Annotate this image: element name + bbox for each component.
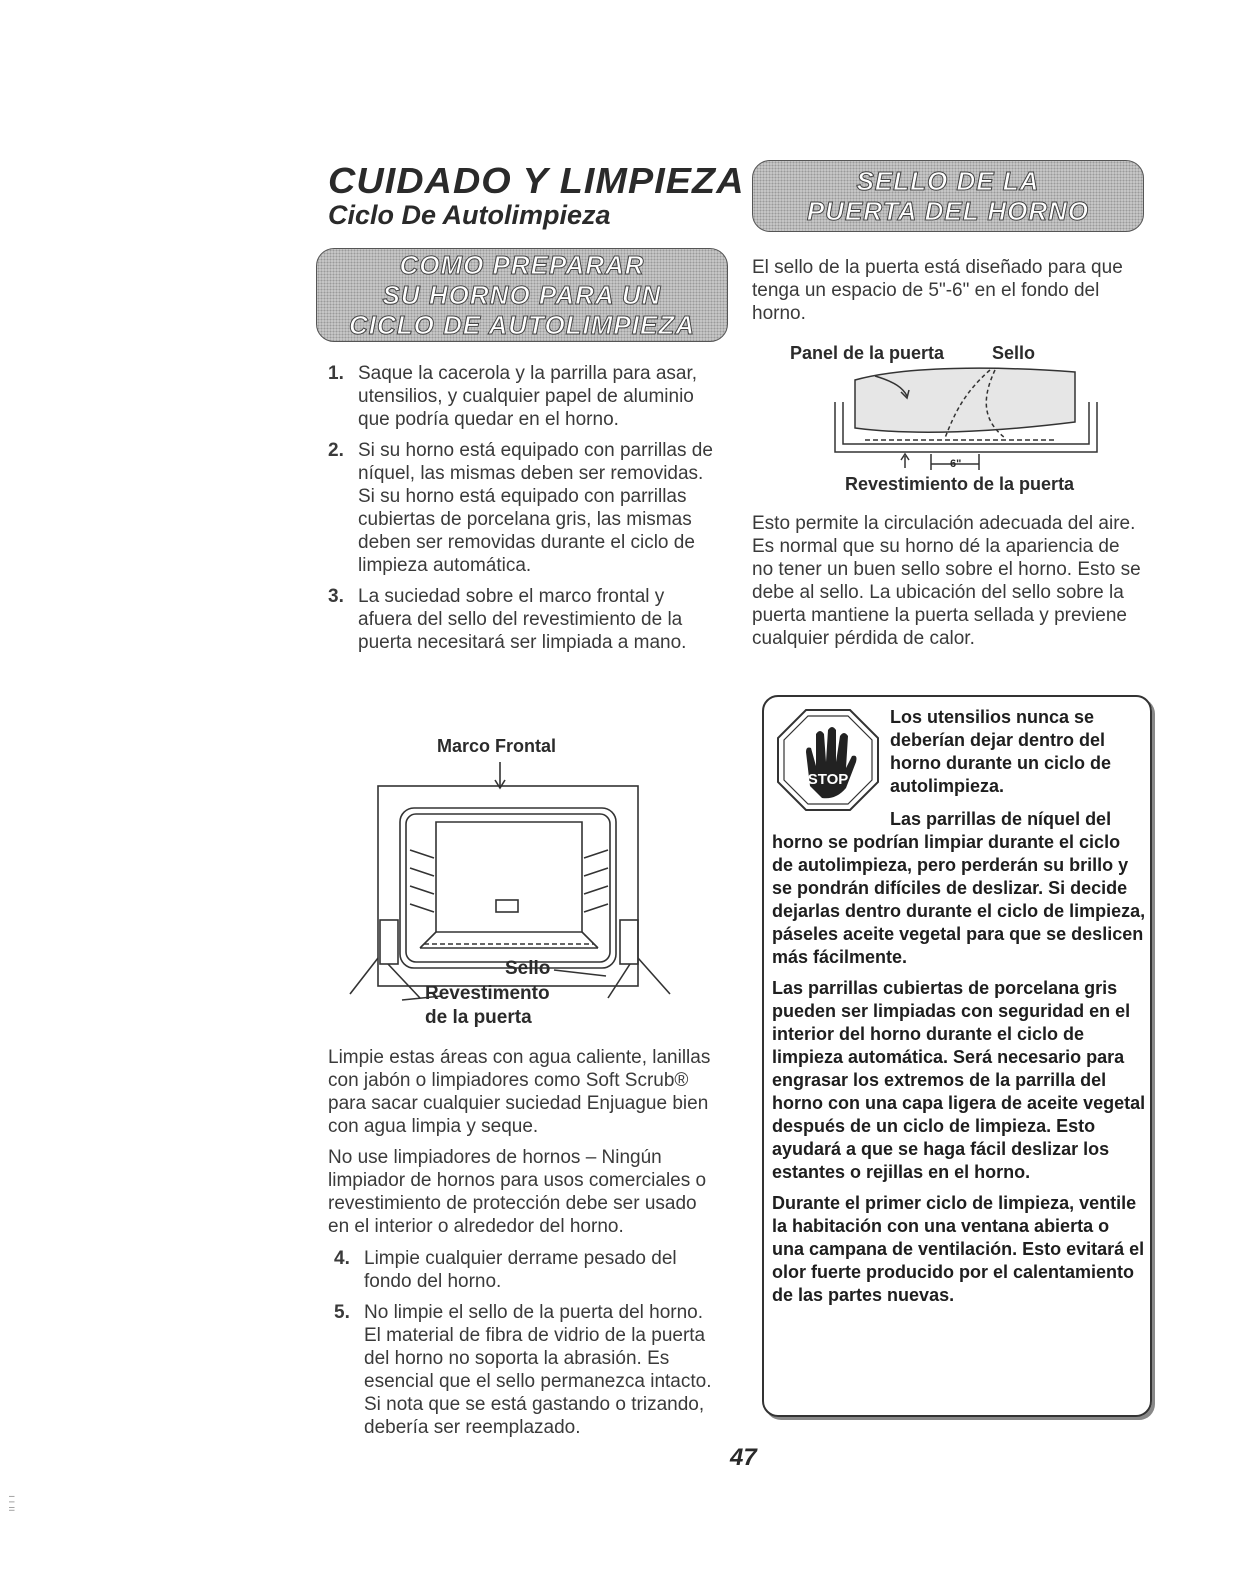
list-item [334,1301,720,1439]
door-liner-label: Revestimiento de la puerta [845,474,1075,494]
step-number: 5. [334,1302,350,1323]
page-number: 47 [730,1444,757,1471]
step-text: Limpie cualquier derrame pesado del fondo del horno. [364,1248,677,1292]
banner-line: CICLO DE AUTOLIMPIEZA [349,310,695,340]
paragraph: Limpie estas áreas con agua caliente, lanillas con jabón o limpiadores como Soft Scrub® para sacar cualquier suciedad Enjuague bien con agua limpia y seque. [328,1047,711,1137]
seal-explanation: Esto permite la circulación adecuada del aire. Es normal que su horno dé la apariencia de no tener un buen sello sobre el horno. Esto se debe al sello. La ubicación del sello sobre la puerta mantiene la puerta sellada y previene cualquier pérdida de calor. [752,513,1141,649]
step-text: No limpie el sello de la puerta del horno. El material de fibra de vidrio de la puerta del horno no soporta la abrasión. Es esencial que el sello permanezca intacto. Si nota que se está gastando o trizando, debería ser reemplazado. [364,1302,712,1438]
warning-body [772,808,1146,1315]
list-item [328,439,718,577]
step-text: La suciedad sobre el marco frontal y afuera del sello del revestimiento de la puerta necesitará ser limpiada a mano. [358,586,687,653]
banner-line: SELLO DE LA [856,166,1040,196]
warning-paragraph: Las parrillas cubiertas de porcelana gris pueden ser limpiadas con seguridad en el interior del horno durante el ciclo de limpieza automática. Será necesario para engrasar los extremos de la parrilla del horno con una capa ligera de aceite vegetal después de un ciclo de limpieza. Esto ayudará a que se haga fácil deslizar los estantes o rejillas en el horno. [772,978,1146,1182]
paragraph: No use limpiadores de hornos – Ningún limpiador de hornos para usos comerciales o revestimiento de protección debe ser usado en el interior o alrededor del horno. [328,1147,707,1237]
margin-mark: ı ı ıı [6,1495,17,1512]
step-number: 2. [328,440,344,461]
seal-label: Sello [505,958,551,979]
banner-line: COMO PREPARAR [399,250,645,280]
step-number: 4. [334,1248,350,1269]
liner-label-line2: de la puerta [425,1007,532,1028]
list-item [328,585,718,654]
step-text: Saque la cacerola y la parrilla para asar, utensilios, y cualquier papel de aluminio que podría quedar en el horno. [358,363,698,430]
warning-lead: Los utensilios nunca se deberían dejar dentro del horno durante un ciclo de autolimpieza. [890,707,1112,796]
liner-label: Revestimento [425,983,550,1004]
stop-sign-icon [776,708,880,812]
banner-line: PUERTA DEL HORNO [806,196,1090,226]
prepare-oven-banner [316,248,728,342]
seal-label-right: Sello [992,343,1036,363]
seal-intro: El sello de la puerta está diseñado para que tenga un espacio de 5"-6" en el fondo del horno. [752,257,1123,324]
door-seal-illustration [815,362,1115,472]
door-seal-banner [752,160,1144,232]
steps-list-a [328,362,718,662]
gap-label: 6" [950,458,962,470]
list-item [334,1247,720,1293]
list-item [328,362,718,431]
page-subtitle: Ciclo De Autolimpieza [328,200,611,230]
warning-paragraph: Las parrillas de níquel del horno se podrían limpiar durante el ciclo de autolimpieza, pero perderán su brillo y se pondrán difíciles de deslizar. Si decide dejarlas dentro durante el ciclo de limpieza, páseles aceite vegetal para que se deslicen más fácilmente. [772,809,1146,967]
steps-list-b [334,1247,720,1447]
step-number: 1. [328,363,344,384]
stop-sign-text: STOP [807,771,849,788]
step-text: Si su horno está equipado con parrillas de níquel, las mismas deben ser removidas. Si su horno está equipado con parrillas cubiertas de porcelana gris, las mismas deben ser removidas durante el ciclo de limpieza automática. [358,440,713,576]
step-number: 3. [328,586,344,607]
section-title: CUIDADO Y LIMPIEZA [328,160,745,201]
cleaning-instructions [328,1046,723,1246]
door-panel-label: Panel de la puerta [790,343,945,363]
frame-label: Marco Frontal [437,736,557,756]
banner-line: SU HORNO PARA UN [382,280,662,310]
warning-paragraph: Durante el primer ciclo de limpieza, ventile la habitación con una ventana abierta o una campana de ventilación. Esto evitará el olor fuerte producido por el calentamiento de las partes nuevas. [772,1193,1145,1305]
